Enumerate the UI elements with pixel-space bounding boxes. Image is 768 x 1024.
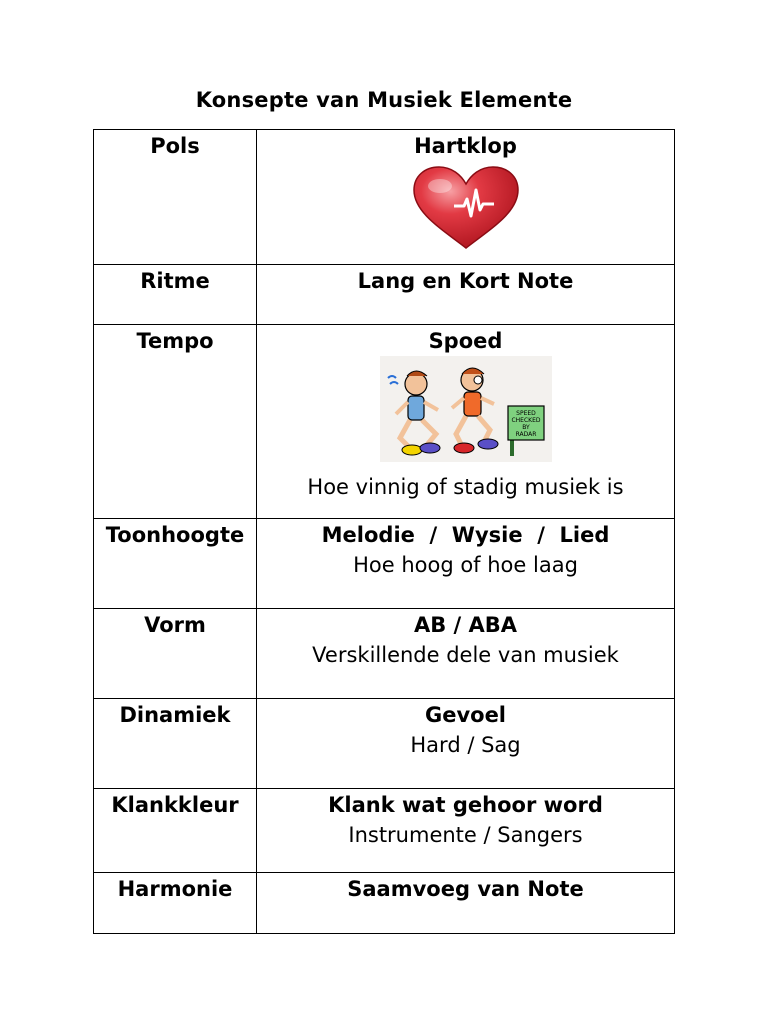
term-cell <box>94 130 257 265</box>
table-row <box>94 130 675 265</box>
term-cell <box>94 609 257 699</box>
table-row <box>94 265 675 325</box>
detail-description: Hoe hoog of hoe laag <box>353 553 578 577</box>
sign-text: RADAR <box>515 431 536 438</box>
detail-heading: Lang en Kort Note <box>357 269 574 293</box>
page-title: Konsepte van Musiek Elemente <box>195 88 573 112</box>
table-row <box>94 609 675 699</box>
term-label: Vorm <box>144 613 206 637</box>
detail-heading: Klank wat gehoor word <box>328 793 603 817</box>
term-label: Ritme <box>140 269 210 293</box>
detail-heading: Saamvoeg van Note <box>347 877 584 901</box>
table-row <box>94 699 675 789</box>
detail-cell <box>257 130 675 265</box>
detail-cell <box>257 265 675 325</box>
detail-cell <box>257 789 675 873</box>
detail-cell <box>257 325 675 519</box>
term-cell <box>94 325 257 519</box>
term-cell <box>94 699 257 789</box>
term-cell <box>94 265 257 325</box>
term-cell <box>94 873 257 934</box>
detail-description: Hard / Sag <box>410 733 521 757</box>
term-label: Dinamiek <box>119 703 231 727</box>
detail-heading: Spoed <box>428 329 503 353</box>
term-label: Tempo <box>136 329 214 353</box>
detail-cell <box>257 519 675 609</box>
detail-description: Hoe vinnig of stadig musiek is <box>307 475 624 499</box>
running-race-icon <box>380 356 552 470</box>
detail-heading: Gevoel <box>424 703 507 727</box>
term-label: Pols <box>150 134 200 158</box>
sign-text: CHECKED <box>510 417 541 424</box>
sign-text: SPEED <box>515 410 536 417</box>
table-row <box>94 325 675 519</box>
table-row <box>94 789 675 873</box>
term-label: Klankkleur <box>111 793 239 817</box>
term-label: Harmonie <box>117 877 233 901</box>
music-elements-table <box>93 129 675 934</box>
detail-heading: Melodie / Wysie / Lied <box>321 523 610 547</box>
heart-pulse-icon <box>410 164 522 258</box>
detail-heading: Hartklop <box>414 134 517 158</box>
table-row <box>94 519 675 609</box>
detail-cell <box>257 609 675 699</box>
detail-description: Instrumente / Sangers <box>348 823 583 847</box>
sign-text: BY <box>521 424 530 431</box>
term-cell <box>94 789 257 873</box>
detail-heading: AB / ABA <box>413 613 518 637</box>
table-row <box>94 873 675 934</box>
term-label: Toonhoogte <box>105 523 245 547</box>
term-cell <box>94 519 257 609</box>
detail-cell <box>257 873 675 934</box>
detail-description: Verskillende dele van musiek <box>312 643 619 667</box>
detail-cell <box>257 699 675 789</box>
